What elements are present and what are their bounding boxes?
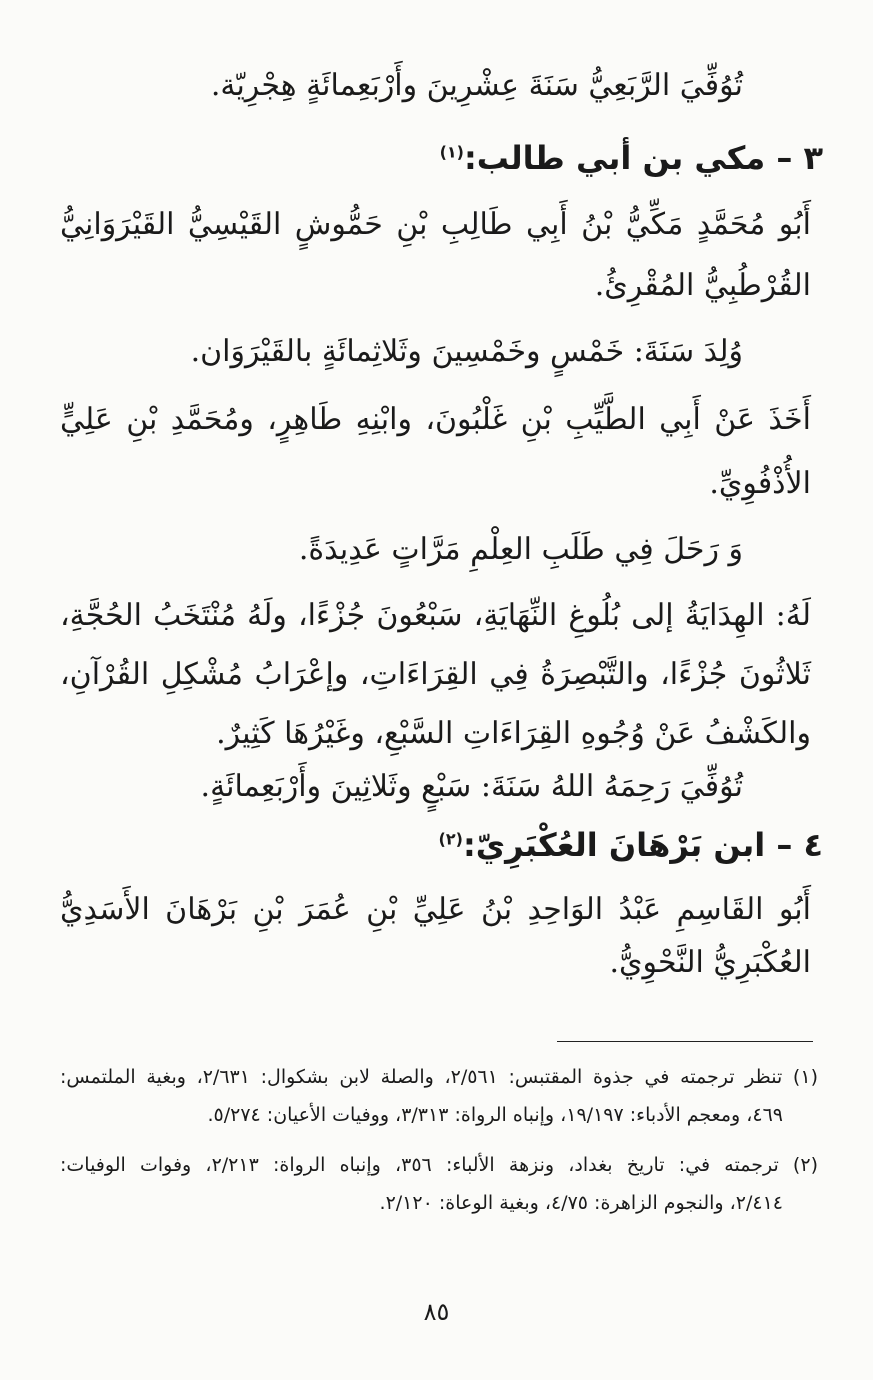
footnote-divider bbox=[557, 1041, 813, 1042]
footnote-line: ٤٦٩، ومعجم الأدباء: ١٩/١٩٧، وإنباه الرواة: ٣/٣١٣، ووفيات الأعيان: ٥/٢٧٤. bbox=[207, 1104, 783, 1126]
paragraph-line: ثَلاثُونَ جُزْءًا، والتَّبْصِرَةُ فِي القِرَاءَاتِ، وإعْرَابُ مُشْكِلِ القُرْآنِ، bbox=[60, 657, 811, 692]
footnote-marker: (٢) bbox=[438, 829, 463, 849]
heading-text: ٣ – مكي بن أبي طالب: bbox=[463, 139, 823, 177]
paragraph-line: أَبُو القَاسِمِ عَبْدُ الوَاحِدِ بْنُ عَلِيِّ بْنِ عُمَرَ بْنِ بَرْهَانَ الأَسَدِيُّ bbox=[60, 892, 811, 927]
heading-text: ٤ – ابن بَرْهَانَ العُكْبَرِيّ: bbox=[462, 826, 823, 864]
text-line: تُوُفِّيَ الرَّبَعِيُّ سَنَةَ عِشْرِينَ وأَرْبَعِمائَةٍ هِجْرِيّة. bbox=[210, 68, 743, 103]
footnote-line: ٢/٤١٤، والنجوم الزاهرة: ٤/٧٥، وبغية الوعاة: ٢/١٢٠. bbox=[379, 1192, 783, 1214]
paragraph-line: تُوُفِّيَ رَحِمَهُ اللهُ سَنَةَ: سَبْعٍ وثَلاثِينَ وأَرْبَعِمائَةٍ. bbox=[200, 769, 743, 804]
section-heading-4 bbox=[60, 825, 823, 865]
paragraph-line: وَ رَحَلَ فِي طَلَبِ العِلْمِ مَرَّاتٍ عَدِيدَةً. bbox=[298, 532, 743, 567]
paragraph-line: الأُذْفُوِيِّ. bbox=[709, 466, 811, 501]
paragraph-line: والكَشْفُ عَنْ وُجُوهِ القِرَاءَاتِ السَّبْعِ، وغَيْرُهَا كَثِيرٌ. bbox=[216, 716, 811, 751]
footnote-marker: (١) bbox=[439, 142, 464, 162]
paragraph-line: لَهُ: الهِدَايَةُ إلى بُلُوغِ النِّهَايَةِ، سَبْعُونَ جُزْءًا، ولَهُ مُنْتَخَبُ الحُجَّةِ، bbox=[60, 598, 811, 633]
section-heading-3 bbox=[60, 138, 823, 178]
paragraph-line: وُلِدَ سَنَةَ: خَمْسٍ وخَمْسِينَ وثَلاثِمائَةٍ بالقَيْرَوَان. bbox=[190, 334, 743, 369]
footnote-line: (١) تنظر ترجمته في جذوة المقتبس: ٢/٥٦١، والصلة لابن بشكوال: ٢/٦٣١، وبغية الملتمس: bbox=[60, 1066, 818, 1088]
footnote-line: (٢) ترجمته في: تاريخ بغداد، ونزهة الألباء: ٣٥٦، وإنباه الرواة: ٢/٢١٣، وفوات الوفيات: bbox=[60, 1154, 818, 1176]
page-number: ٨٥ bbox=[423, 1298, 450, 1326]
paragraph-line: القُرْطُبِيُّ المُقْرِئُ. bbox=[594, 268, 811, 303]
paragraph-line: أَخَذَ عَنْ أَبِي الطَّيِّبِ بْنِ غَلْبُونَ، وابْنِهِ طَاهِرٍ، ومُحَمَّدِ بْنِ عَلِيٍّ bbox=[60, 402, 811, 437]
paragraph-line: أَبُو مُحَمَّدٍ مَكِّيُّ بْنُ أَبِي طَالِبِ بْنِ حَمُّوشٍ القَيْسِيُّ القَيْرَوَانِيُّ bbox=[60, 207, 811, 242]
paragraph-line: العُكْبَرِيُّ النَّحْوِيُّ. bbox=[609, 945, 811, 980]
